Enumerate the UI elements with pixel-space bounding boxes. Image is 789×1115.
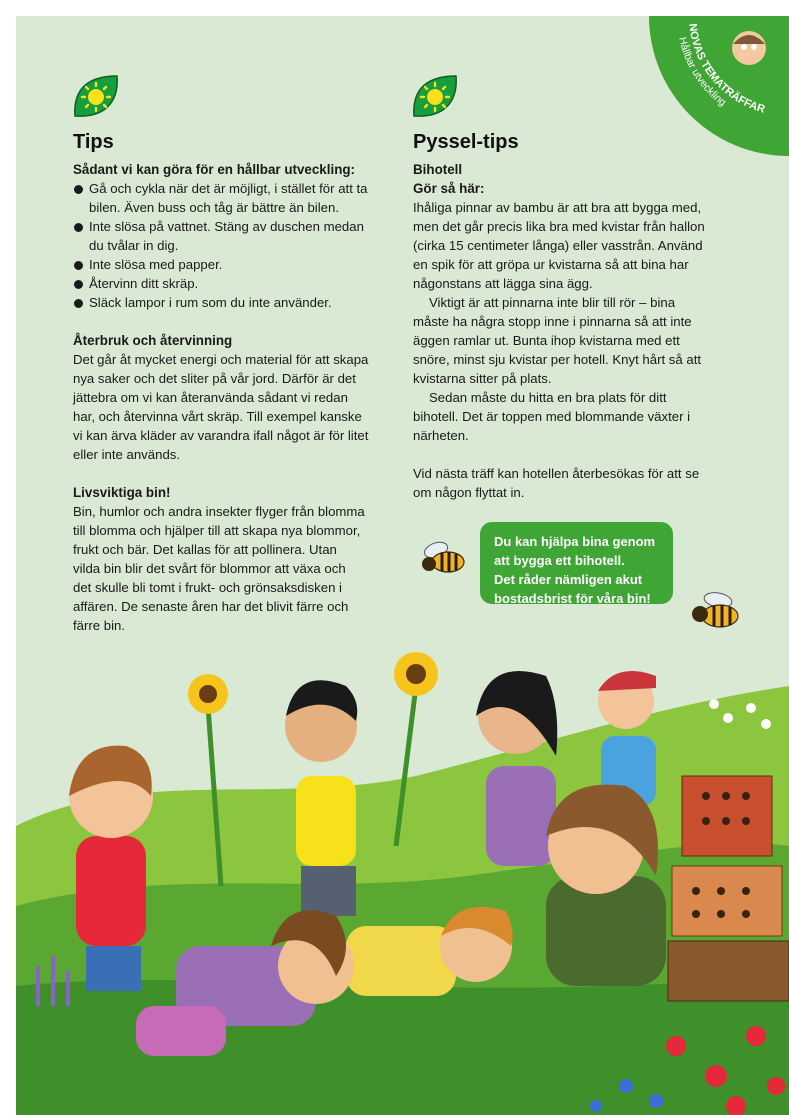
body-paragraph: Bin, humlor och andra insekter flyger från blomma till blomma och hjälper till att skapa nya blommor, frukt och bär. Det kallas för att pollinera. Utan vilda bin blir det svårt för blommor att växa och det skulle bli tomt i frukt- och grönsaksdisken i affären. De senaste åren har det blivit färre och färre bin. xyxy=(73,504,365,633)
instructions-heading: Gör så här: xyxy=(413,181,485,196)
sun-leaf-icon xyxy=(412,74,458,118)
body-paragraph: Det går åt mycket energi och material för att skapa nya saker och det sliter på vår jord. Därför är det jättebra om vi kan återanvända sådant vi redan har, och återvinna vårt skräp. Till exempel kanske vi kan ärva kläder av varandra ifall något är för litet eller inte används. xyxy=(73,352,369,462)
list-item: Gå och cykla när det är möjligt, i stället för att ta bilen. Även buss och tåg är bättre än bilen. xyxy=(73,179,393,217)
list-item: Återvinn ditt skräp. xyxy=(73,274,393,293)
list-item: Släck lampor i rum som du inte använder. xyxy=(73,293,393,312)
garden-illustration xyxy=(16,646,789,1115)
page xyxy=(16,16,789,1115)
pyssel-title: Pyssel-tips xyxy=(413,131,519,153)
left-column xyxy=(73,130,393,635)
badge-line1: NOVAS TEMATRÄFFAR xyxy=(686,22,767,116)
body-paragraph: Sedan måste du hitta en bra plats för ditt bihotell. Det är toppen med blommande växter i närheten. xyxy=(413,390,691,443)
bee-icon xyxy=(684,590,746,632)
tips-subtitle: Sådant vi kan göra för en hållbar utveckling: xyxy=(73,162,356,177)
right-column xyxy=(413,130,733,502)
tips-list xyxy=(73,179,393,312)
sun-leaf-icon xyxy=(73,74,119,118)
section-heading: Livsviktiga bin! xyxy=(73,485,171,500)
bihotell-heading: Bihotell xyxy=(413,162,463,177)
tips-title: Tips xyxy=(73,131,114,153)
body-paragraph: Viktigt är att pinnarna inte blir till rör – bina måste ha några stopp inne i pinnarna så att inte äggen ramlar ut. Bunta ihop kvistarna med ett snöre, minst sju kvistar per hotell. Knyt hårt så att kvistarna sitter på plats. xyxy=(413,295,702,386)
child-figure xyxy=(546,785,666,986)
body-paragraph: Ihåliga pinnar av bambu är att bra att bygga med, men det går precis lika bra med kvistar från hallon (cirka 15 centimeter långa) eller vasstrån. Använd en spik för att gröpa ur kvistarna så att bina har någonstans att lägga sina ägg. xyxy=(413,200,705,291)
list-item: Inte slösa med papper. xyxy=(73,255,393,274)
body-paragraph: Vid nästa träff kan hotellen återbesökas för att se om någon flyttat in. xyxy=(413,466,700,500)
bee-hotel-icon xyxy=(668,776,789,1001)
bee-icon xyxy=(418,538,472,578)
callout-box: Du kan hjälpa bina genom att bygga ett bihotell. Det råder nämligen akut bostadsbrist för våra bin! xyxy=(480,522,673,604)
badge-line2: Hållbar utveckling xyxy=(676,35,729,109)
list-item: Inte slösa på vattnet. Stäng av duschen medan du tvålar in dig. xyxy=(73,217,393,255)
section-heading: Återbruk och återvinning xyxy=(73,333,233,348)
